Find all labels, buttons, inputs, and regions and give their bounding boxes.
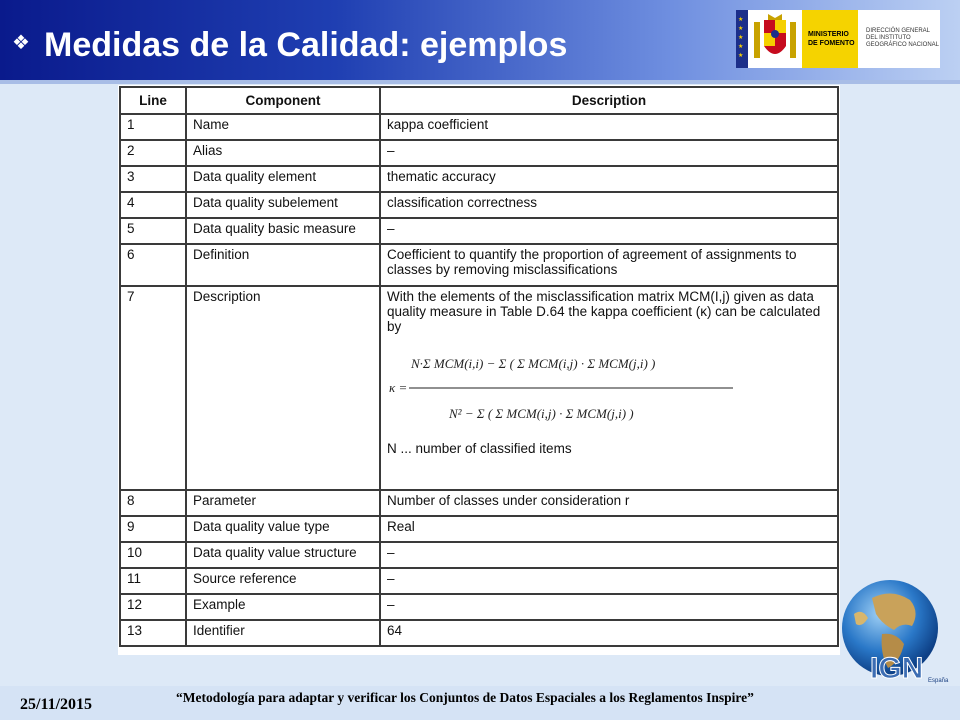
svg-text:N·Σ MCM(i,i) − Σ ( Σ MCM(i,j): N·Σ MCM(i,i) − Σ ( Σ MCM(i,j) · Σ MCM(j,i) ) <box>411 356 656 371</box>
column-header-description: Description <box>380 87 838 114</box>
title-underline <box>0 80 960 84</box>
table-row: 8 Parameter Number of classes under consideration r <box>120 490 838 516</box>
ign-label: DIRECCIÓN GENERAL DEL INSTITUTO GEOGRÁFICO NACIONAL <box>866 28 940 48</box>
eu-flag-icon: ★ ★ ★ ★ ★ <box>736 10 748 68</box>
svg-text:España: España <box>928 678 949 684</box>
kappa-formula <box>389 342 739 438</box>
table-row: 12 Example – <box>120 594 838 620</box>
ministry-label: MINISTERIO DE FOMENTO <box>802 10 858 68</box>
table-row: 1 Name kappa coefficient <box>120 114 838 140</box>
table-row: 4 Data quality subelement classification correctness <box>120 192 838 218</box>
diamond-bullet-icon: ❖ <box>12 32 30 54</box>
footer-caption: “Metodología para adaptar y verificar los Conjuntos de Datos Espaciales a los Reglamentos Inspire” <box>176 690 754 705</box>
table-row: 3 Data quality element thematic accuracy <box>120 166 838 192</box>
table-row: 10 Data quality value structure – <box>120 542 838 568</box>
slide-date: 25/11/2015 <box>20 696 93 713</box>
table-row: 11 Source reference – <box>120 568 838 594</box>
table-row: 5 Data quality basic measure – <box>120 218 838 244</box>
table-row: 13 Identifier 64 <box>120 620 838 646</box>
description-text: With the elements of the misclassification matrix MCM(I,j) given as data quality measure in Table D.64 the kappa coefficient (κ) can be calculated by <box>387 289 821 334</box>
formula-note: N ... number of classified items <box>387 441 572 456</box>
table-row: 9 Data quality value type Real <box>120 516 838 542</box>
quality-measure-table <box>118 85 840 655</box>
table-row: 7 Description With the elements of the misclassification matrix MCM(I,j) given as data quality measure in Table D.64 the kappa coefficient (κ) can be calculated by N·Σ MCM(i,i) − Σ ( Σ MCM(i,j) · Σ MCM(j,i) ) κ = N² − Σ ( Σ MCM(i,j) · Σ MCM(j,i) ) N ... number of classified items <box>120 286 838 490</box>
table-header-row <box>120 87 838 114</box>
table-row: 2 Alias – <box>120 140 838 166</box>
page-title: Medidas de la Calidad: ejemplos <box>44 26 568 64</box>
ign-globe-logo <box>832 578 949 688</box>
column-header-line: Line <box>120 87 186 114</box>
svg-text:N² − Σ ( Σ MCM(i,j) · Σ MCM(j,: N² − Σ ( Σ MCM(i,j) · Σ MCM(j,i) ) <box>449 406 634 421</box>
column-header-component: Component <box>186 87 380 114</box>
coat-of-arms-icon <box>750 12 800 66</box>
table-row: 6 Definition Coefficient to quantify the proportion of agreement of assignments to classes by removing misclassifications <box>120 244 838 286</box>
ministry-logo <box>736 10 940 68</box>
svg-text:IGN: IGN <box>870 652 924 685</box>
svg-text:κ =: κ = <box>389 380 408 395</box>
